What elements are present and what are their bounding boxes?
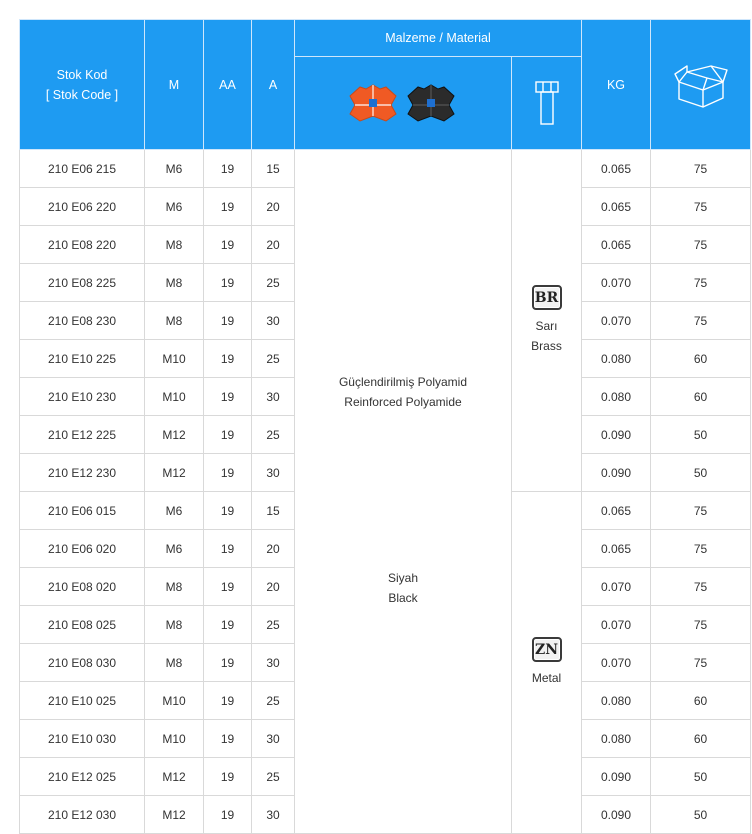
box-qty-cell: 60 bbox=[651, 682, 751, 720]
material-group-1 bbox=[295, 372, 511, 412]
header-aa: AA bbox=[204, 20, 252, 150]
aa-cell: 19 bbox=[204, 378, 252, 416]
header-stock-code-en: [ Stok Code ] bbox=[45, 87, 119, 102]
m-cell: M12 bbox=[145, 758, 204, 796]
box-qty-cell: 75 bbox=[651, 302, 751, 340]
stock-code-cell: 210 E06 220 bbox=[20, 188, 145, 226]
kg-cell: 0.070 bbox=[582, 568, 651, 606]
header-stock-code bbox=[20, 20, 145, 150]
stock-code-cell: 210 E06 020 bbox=[20, 530, 145, 568]
stock-code-cell: 210 E10 230 bbox=[20, 378, 145, 416]
stock-code-cell: 210 E12 025 bbox=[20, 758, 145, 796]
m-cell: M8 bbox=[145, 606, 204, 644]
kg-cell: 0.065 bbox=[582, 188, 651, 226]
insert-cell bbox=[512, 150, 582, 492]
box-qty-cell: 75 bbox=[651, 492, 751, 530]
material-tr: Güçlendirilmiş Polyamid bbox=[338, 375, 468, 389]
stock-code-cell: 210 E12 225 bbox=[20, 416, 145, 454]
header-knob-images bbox=[295, 57, 512, 150]
m-cell: M12 bbox=[145, 796, 204, 834]
a-cell: 20 bbox=[252, 530, 295, 568]
a-cell: 20 bbox=[252, 568, 295, 606]
m-cell: M6 bbox=[145, 530, 204, 568]
screw-icon bbox=[531, 78, 563, 128]
aa-cell: 19 bbox=[204, 188, 252, 226]
header-box bbox=[651, 20, 751, 150]
kg-cell: 0.070 bbox=[582, 264, 651, 302]
m-cell: M8 bbox=[145, 302, 204, 340]
header-screw bbox=[512, 57, 582, 150]
table-body bbox=[20, 150, 751, 834]
aa-cell: 19 bbox=[204, 302, 252, 340]
aa-cell: 19 bbox=[204, 606, 252, 644]
header-kg: KG bbox=[582, 20, 651, 150]
box-qty-cell: 50 bbox=[651, 454, 751, 492]
box-qty-cell: 75 bbox=[651, 606, 751, 644]
product-spec-table bbox=[19, 19, 751, 834]
kg-cell: 0.070 bbox=[582, 302, 651, 340]
a-cell: 30 bbox=[252, 378, 295, 416]
a-cell: 30 bbox=[252, 796, 295, 834]
stock-code-cell: 210 E08 025 bbox=[20, 606, 145, 644]
a-cell: 30 bbox=[252, 454, 295, 492]
a-cell: 30 bbox=[252, 644, 295, 682]
kg-cell: 0.080 bbox=[582, 720, 651, 758]
box-qty-cell: 75 bbox=[651, 264, 751, 302]
aa-cell: 19 bbox=[204, 416, 252, 454]
aa-cell: 19 bbox=[204, 264, 252, 302]
a-cell: 25 bbox=[252, 682, 295, 720]
m-cell: M10 bbox=[145, 378, 204, 416]
header-stock-code-tr: Stok Kod bbox=[56, 67, 108, 82]
brass-badge-icon: BR bbox=[532, 285, 562, 310]
m-cell: M10 bbox=[145, 340, 204, 378]
aa-cell: 19 bbox=[204, 568, 252, 606]
stock-code-cell: 210 E12 030 bbox=[20, 796, 145, 834]
box-qty-cell: 50 bbox=[651, 796, 751, 834]
stock-code-cell: 210 E08 020 bbox=[20, 568, 145, 606]
kg-cell: 0.080 bbox=[582, 340, 651, 378]
stock-code-cell: 210 E10 025 bbox=[20, 682, 145, 720]
aa-cell: 19 bbox=[204, 150, 252, 188]
material-cell bbox=[295, 150, 512, 834]
header-material: Malzeme / Material bbox=[295, 20, 582, 57]
insert-label: Metal bbox=[531, 671, 562, 685]
kg-cell: 0.065 bbox=[582, 492, 651, 530]
color-en: Black bbox=[388, 591, 418, 605]
stock-code-cell: 210 E08 230 bbox=[20, 302, 145, 340]
a-cell: 30 bbox=[252, 302, 295, 340]
a-cell: 25 bbox=[252, 264, 295, 302]
stock-code-cell: 210 E08 030 bbox=[20, 644, 145, 682]
kg-cell: 0.090 bbox=[582, 796, 651, 834]
m-cell: M8 bbox=[145, 568, 204, 606]
kg-cell: 0.080 bbox=[582, 682, 651, 720]
box-qty-cell: 75 bbox=[651, 188, 751, 226]
a-cell: 20 bbox=[252, 188, 295, 226]
a-cell: 25 bbox=[252, 340, 295, 378]
m-cell: M10 bbox=[145, 720, 204, 758]
box-qty-cell: 75 bbox=[651, 568, 751, 606]
stock-code-cell: 210 E10 030 bbox=[20, 720, 145, 758]
material-group-2 bbox=[295, 568, 511, 608]
m-cell: M12 bbox=[145, 416, 204, 454]
box-qty-cell: 50 bbox=[651, 416, 751, 454]
kg-cell: 0.090 bbox=[582, 416, 651, 454]
aa-cell: 19 bbox=[204, 796, 252, 834]
table-row bbox=[20, 150, 751, 188]
m-cell: M8 bbox=[145, 226, 204, 264]
a-cell: 20 bbox=[252, 226, 295, 264]
stock-code-cell: 210 E08 220 bbox=[20, 226, 145, 264]
insert-tr: Sarı bbox=[535, 319, 558, 333]
a-cell: 15 bbox=[252, 492, 295, 530]
box-qty-cell: 75 bbox=[651, 226, 751, 264]
aa-cell: 19 bbox=[204, 454, 252, 492]
m-cell: M6 bbox=[145, 150, 204, 188]
a-cell: 25 bbox=[252, 758, 295, 796]
stock-code-cell: 210 E10 225 bbox=[20, 340, 145, 378]
material-en: Reinforced Polyamide bbox=[344, 395, 462, 409]
kg-cell: 0.070 bbox=[582, 606, 651, 644]
kg-cell: 0.090 bbox=[582, 758, 651, 796]
insert-en: Brass bbox=[531, 339, 562, 353]
box-qty-cell: 75 bbox=[651, 150, 751, 188]
zinc-badge-icon: ZN bbox=[532, 637, 562, 662]
aa-cell: 19 bbox=[204, 720, 252, 758]
insert-cell bbox=[512, 492, 582, 834]
box-qty-cell: 75 bbox=[651, 530, 751, 568]
kg-cell: 0.065 bbox=[582, 530, 651, 568]
aa-cell: 19 bbox=[204, 226, 252, 264]
box-qty-cell: 60 bbox=[651, 378, 751, 416]
kg-cell: 0.065 bbox=[582, 150, 651, 188]
aa-cell: 19 bbox=[204, 644, 252, 682]
box-qty-cell: 75 bbox=[651, 644, 751, 682]
stock-code-cell: 210 E06 215 bbox=[20, 150, 145, 188]
stock-code-cell: 210 E06 015 bbox=[20, 492, 145, 530]
aa-cell: 19 bbox=[204, 530, 252, 568]
m-cell: M8 bbox=[145, 644, 204, 682]
m-cell: M8 bbox=[145, 264, 204, 302]
aa-cell: 19 bbox=[204, 758, 252, 796]
m-cell: M6 bbox=[145, 188, 204, 226]
box-qty-cell: 60 bbox=[651, 340, 751, 378]
aa-cell: 19 bbox=[204, 682, 252, 720]
star-knob-orange-black-icon bbox=[348, 83, 458, 123]
m-cell: M10 bbox=[145, 682, 204, 720]
m-cell: M6 bbox=[145, 492, 204, 530]
box-qty-cell: 60 bbox=[651, 720, 751, 758]
header-a: A bbox=[252, 20, 295, 150]
kg-cell: 0.070 bbox=[582, 644, 651, 682]
box-qty-cell: 50 bbox=[651, 758, 751, 796]
header-m: M bbox=[145, 20, 204, 150]
aa-cell: 19 bbox=[204, 340, 252, 378]
kg-cell: 0.090 bbox=[582, 454, 651, 492]
stock-code-cell: 210 E08 225 bbox=[20, 264, 145, 302]
box-icon bbox=[673, 60, 729, 110]
m-cell: M12 bbox=[145, 454, 204, 492]
aa-cell: 19 bbox=[204, 492, 252, 530]
kg-cell: 0.080 bbox=[582, 378, 651, 416]
kg-cell: 0.065 bbox=[582, 226, 651, 264]
a-cell: 15 bbox=[252, 150, 295, 188]
a-cell: 25 bbox=[252, 416, 295, 454]
stock-code-cell: 210 E12 230 bbox=[20, 454, 145, 492]
a-cell: 30 bbox=[252, 720, 295, 758]
color-tr: Siyah bbox=[387, 571, 419, 585]
a-cell: 25 bbox=[252, 606, 295, 644]
